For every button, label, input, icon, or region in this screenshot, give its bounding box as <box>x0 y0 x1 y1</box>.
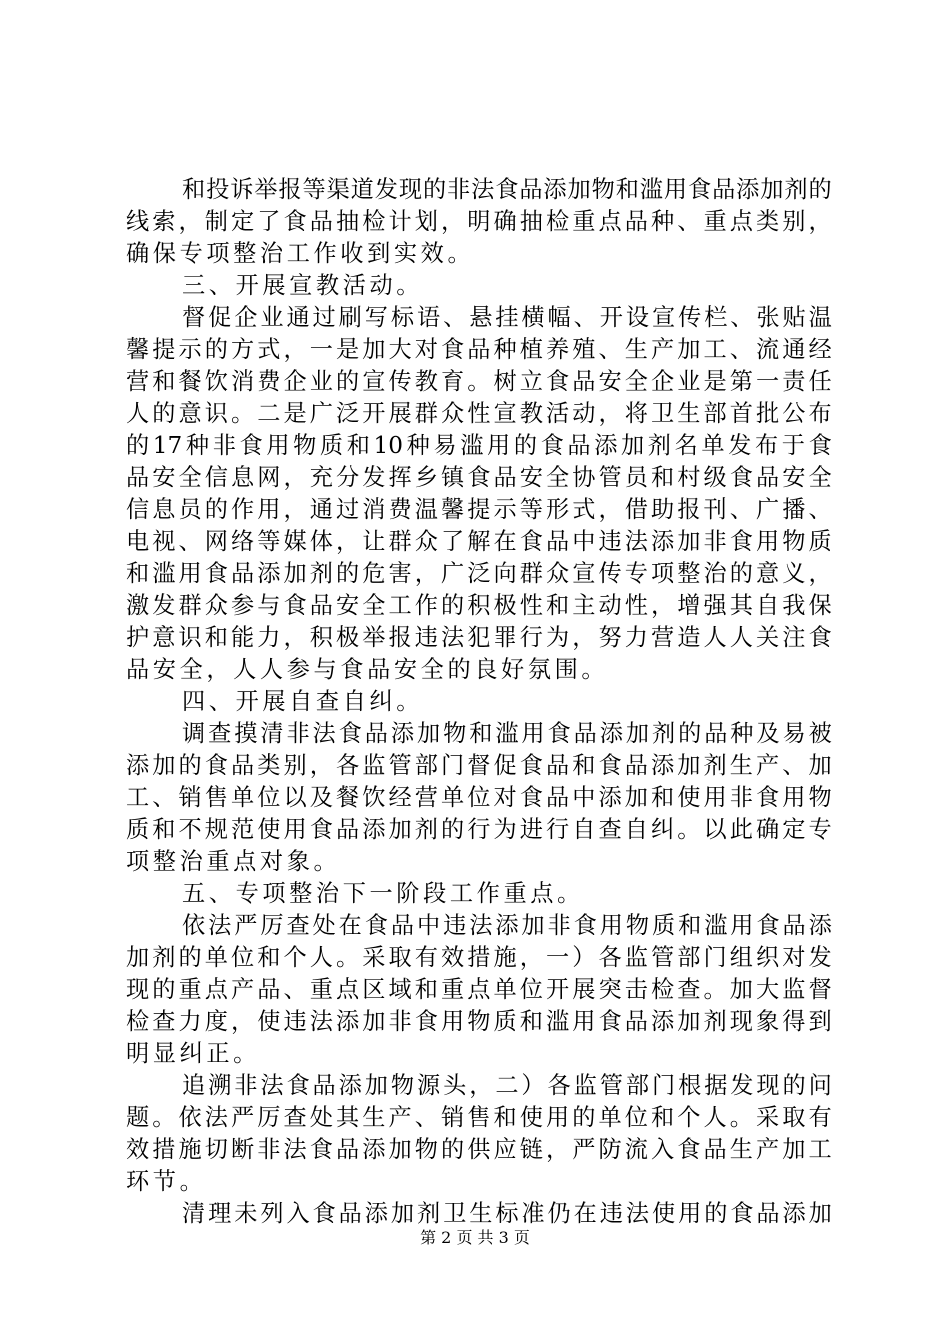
text-line: 人 的 意 识 。 二 是 广 泛 开 展 群 众 性 宣 教 活 动 ， 将 卫 生 部 首 批 公 布 <box>126 400 832 427</box>
text-line: 工 、 销 售 单 位 以 及 餐 饮 经 营 单 位 对 食 品 中 添 加 和 使 用 非 食 用 物 <box>126 784 832 811</box>
text-line: 清 理 未 列 入 食 品 添 加 剂 卫 生 标 准 仍 在 违 法 使 用 的 食 品 添 加 <box>182 1200 832 1227</box>
text-line: 添 加 的 食 品 类 别 ， 各 监 管 部 门 督 促 食 品 和 食 品 添 加 剂 生 产 、 加 <box>126 752 832 779</box>
paragraph <box>126 1070 832 1198</box>
text-line: 和 投 诉 举 报 等 渠 道 发 现 的 非 法 食 品 添 加 物 和 滥 用 食 品 添 加 剂 的 <box>182 176 832 203</box>
text-line: 信 息 员 的 作 用 ， 通 过 消 费 温 馨 提 示 等 形 式 ， 借 助 报 刊 、 广 播 、 <box>126 496 832 523</box>
paragraph <box>126 1198 832 1230</box>
text-line: 的 17 种 非 食 用 物 质 和 10 种 易 滥 用 的 食 品 添 加 剂 名 单 发 布 于 食 <box>126 432 832 459</box>
text-line: 督 促 企 业 通 过 刷 写 标 语 、 悬 挂 横 幅 、 开 设 宣 传 栏 、 张 贴 温 <box>182 304 832 331</box>
text-line: 明显纠正。 <box>126 1040 260 1067</box>
page-footer: 第 2 页 共 3 页 <box>420 1228 530 1247</box>
text-line: 馨 提 示 的 方 式 ， 一 是 加 大 对 食 品 种 植 养 殖 、 生 产 加 工 、 流 通 经 <box>126 336 832 363</box>
text-line: 质 和 不 规 范 使 用 食 品 添 加 剂 的 行 为 进 行 自 查 自 纠 。 以 此 确 定 专 <box>126 816 832 843</box>
text-line: 效 措 施 切 断 非 法 食 品 添 加 物 的 供 应 链 ， 严 防 流 入 食 品 生 产 加 工 <box>126 1136 832 1163</box>
text-line: 线 索 ， 制 定 了 食 品 抽 检 计 划 ， 明 确 抽 检 重 点 品 种 、 重 点 类 别 ， <box>126 208 832 235</box>
text-line: 四、开展自查自纠。 <box>182 688 424 715</box>
text-line: 三、开展宣教活动。 <box>182 272 424 299</box>
paragraph <box>126 718 832 878</box>
paragraph <box>126 302 832 686</box>
text-line: 护 意 识 和 能 力 ， 积 极 举 报 违 法 犯 罪 行 为 ， 努 力 营 造 人 人 关 注 食 <box>126 624 832 651</box>
text-line: 现 的 重 点 产 品 、 重 点 区 域 和 重 点 单 位 开 展 突 击 检 查 。 加 大 监 督 <box>126 976 832 1003</box>
text-line: 确保专项整治工作收到实效。 <box>126 240 475 267</box>
text-line: 项整治重点对象。 <box>126 848 341 875</box>
text-line: 依 法 严 厉 查 处 在 食 品 中 违 法 添 加 非 食 用 物 质 和 滥 用 食 品 添 <box>182 912 832 939</box>
section-heading <box>126 270 832 302</box>
paragraph <box>126 174 832 270</box>
text-line: 环节。 <box>126 1168 207 1195</box>
text-line: 电 视 、 网 络 等 媒 体 ， 让 群 众 了 解 在 食 品 中 违 法 添 加 非 食 用 物 质 <box>126 528 832 555</box>
text-line: 题 。 依 法 严 厉 查 处 其 生 产 、 销 售 和 使 用 的 单 位 和 个 人 。 采 取 有 <box>126 1104 832 1131</box>
document-body <box>126 174 832 1230</box>
text-line: 品 安 全 信 息 网 ， 充 分 发 挥 乡 镇 食 品 安 全 协 管 员 和 村 级 食 品 安 全 <box>126 464 832 491</box>
text-line: 调 查 摸 清 非 法 食 品 添 加 物 和 滥 用 食 品 添 加 剂 的 品 种 及 易 被 <box>182 720 832 747</box>
text-line: 五、专项整治下一阶段工作重点。 <box>182 880 584 907</box>
text-line: 和 滥 用 食 品 添 加 剂 的 危 害 ， 广 泛 向 群 众 宣 传 专 项 整 治 的 意 义 ， <box>126 560 832 587</box>
section-heading <box>126 878 832 910</box>
text-line: 营 和 餐 饮 消 费 企 业 的 宣 传 教 育 。 树 立 食 品 安 全 企 业 是 第 一 责 任 <box>126 368 832 395</box>
text-line: 检 查 力 度 ， 使 违 法 添 加 非 食 用 物 质 和 滥 用 食 品 添 加 剂 现 象 得 到 <box>126 1008 832 1035</box>
paragraph <box>126 910 832 1070</box>
text-line: 追 溯 非 法 食 品 添 加 物 源 头 ， 二 ） 各 监 管 部 门 根 据 发 现 的 问 <box>182 1072 832 1099</box>
text-line: 品安全，人人参与食品安全的良好氛围。 <box>126 656 609 683</box>
text-line: 激 发 群 众 参 与 食 品 安 全 工 作 的 积 极 性 和 主 动 性 ， 增 强 其 自 我 保 <box>126 592 832 619</box>
text-line: 加 剂 的 单 位 和 个 人 。 采 取 有 效 措 施 ， 一 ） 各 监 管 部 门 组 织 对 发 <box>126 944 832 971</box>
section-heading <box>126 686 832 718</box>
